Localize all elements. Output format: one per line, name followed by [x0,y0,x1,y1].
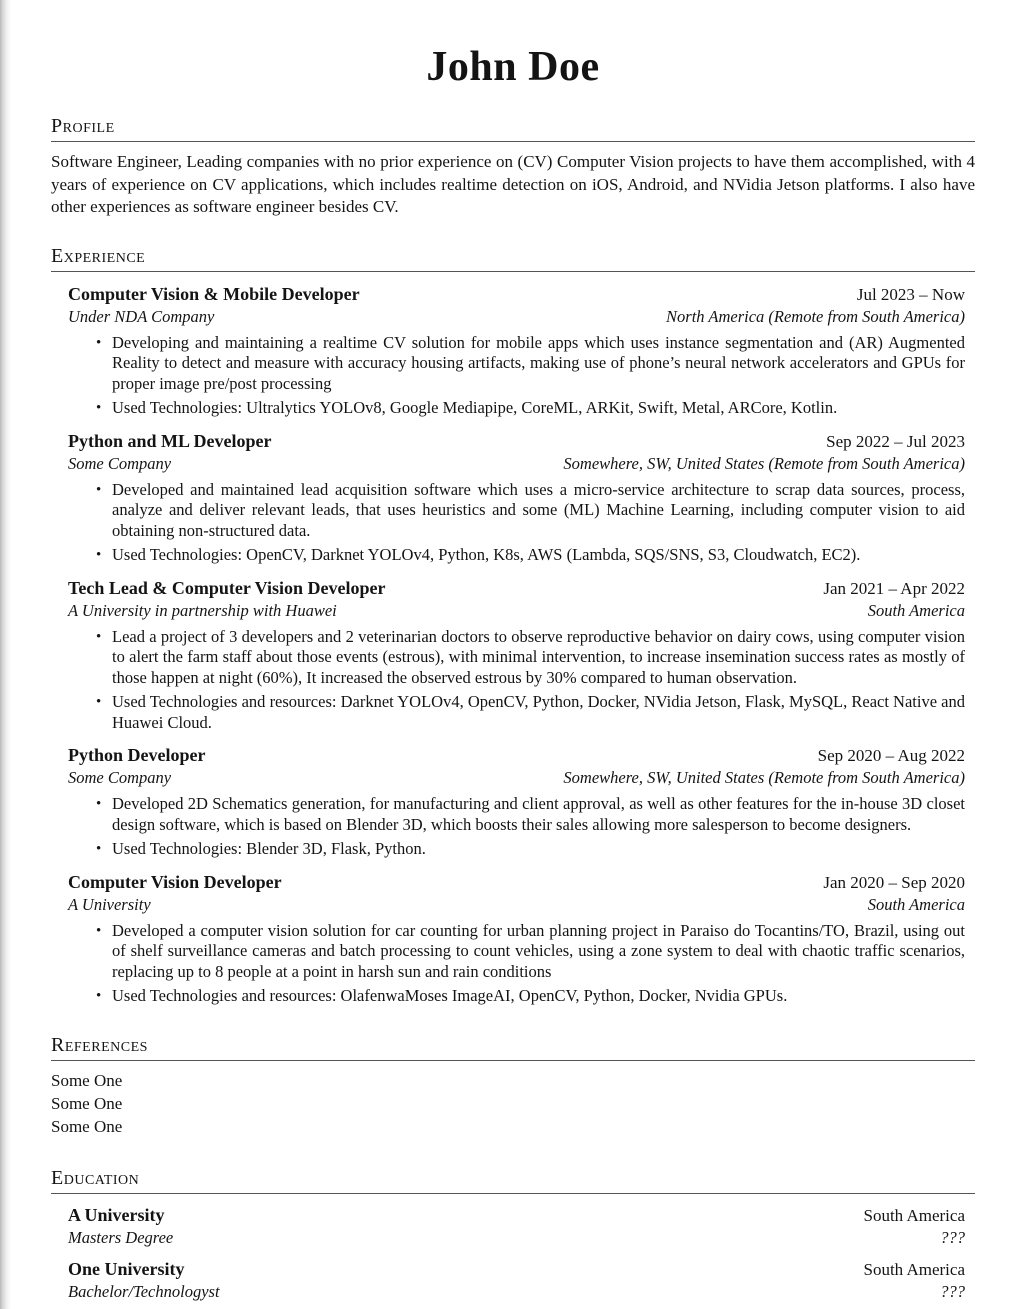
job-bullets [68,794,965,860]
job-bullet: • Used Technologies: Blender 3D, Flask, Python. [112,839,965,860]
profile-text: Software Engineer, Leading companies with no prior experience on (CV) Computer Vision projects to have them accomplished, with 4 years of experience on CV applications, which includes realtime detection on iOS, Android, and NVidia Jetson platforms. I also have other experiences as software engineer besides CV. [51,152,975,217]
education-subheader-row [68,1282,965,1302]
job-header-row [68,745,965,766]
section-title-references: References [51,1034,975,1061]
job-bullet: • Lead a project of 3 developers and 2 veterinarian doctors to observe reproductive behavior on dairy cows, using computer vision to alert the farm staff about those events (estrous), with minimal intervention, to increase insemination success rates as mostly of those happen at night (60%), It increased the observed estrous by 30% compared to human observation. [112,627,965,689]
job-company: A University [68,894,151,914]
job-subheader-row [68,601,965,621]
job-bullets [68,333,965,419]
reference-name: Some One [51,1093,123,1113]
job-title: Tech Lead & Computer Vision Developer [68,577,386,598]
job-location: South America [867,600,965,620]
job-company: Under NDA Company [68,306,215,326]
education-years: ??? [940,1227,965,1247]
experience-entry [68,745,965,860]
job-dates: Jan 2021 – Apr 2022 [823,578,965,598]
job-bullet: • Developed a computer vision solution for car counting for urban planning project in Paraiso do Tocantins/TO, Brazil, using out of shelf surveillance cameras and batch processing to count vehicles, using a zone system to deal with chaotic traffic scenarios, replacing up to 8 people at a point in harsh sun and rain conditions [112,921,965,983]
job-bullet: • Developed and maintained lead acquisition software which uses a micro-service architecture to scrap data sources, process, analyze and deliver relevant leads, that uses heuristics and some (ML) Machine Learning, including computer vision to aid obtaining non-structured data. [112,480,965,542]
job-dates: Sep 2020 – Aug 2022 [817,746,965,766]
job-bullet: • Used Technologies: Ultralytics YOLOv8, Google Mediapipe, CoreML, ARKit, Swift, Metal, ARCore, Kotlin. [112,398,965,419]
experience-entry [68,431,965,566]
section-education [51,1167,975,1302]
section-title-profile: Profile [51,115,975,142]
section-title-education: Education [51,1167,975,1194]
resume-page [0,44,1024,1302]
job-location: South America [867,894,965,914]
education-entry [68,1205,965,1248]
education-degree: Bachelor/Technologyst [68,1281,220,1301]
job-bullet: • Used Technologies: OpenCV, Darknet YOLOv4, Python, K8s, AWS (Lambda, SQS/SNS, S3, Cloudwatch, EC2). [112,545,965,566]
job-bullet: • Developing and maintaining a realtime CV solution for mobile apps which uses instance segmentation and (AR) Augmented Reality to detect and measure with accuracy housing artifacts, making use of phone’s neural network accelerators and GPUs for proper image pre/post processing [112,333,965,395]
job-subheader-row [68,895,965,915]
job-bullets [68,921,965,1007]
job-header-row [68,578,965,599]
page-title: John Doe [426,44,600,90]
job-company: Some Company [68,768,172,788]
section-profile [51,115,975,219]
education-school: One University [68,1258,185,1279]
education-header-row [68,1205,965,1226]
job-company: A University in partnership with Huawei [68,600,337,620]
job-header-row [68,872,965,893]
education-location: South America [863,1259,965,1279]
job-dates: Sep 2022 – Jul 2023 [826,431,965,451]
job-subheader-row [68,454,965,474]
job-bullet: • Used Technologies and resources: Darknet YOLOv4, OpenCV, Python, Docker, NVidia Jetson, Flask, MySQL, React Native and Huawei Cloud. [112,692,965,733]
job-title: Computer Vision Developer [68,871,282,892]
job-dates: Jul 2023 – Now [856,284,965,304]
education-school: A University [68,1204,165,1225]
education-header-row [68,1259,965,1280]
job-title: Python Developer [68,745,206,766]
job-location: Somewhere, SW, United States (Remote from South America) [563,453,965,473]
job-bullets [68,627,965,734]
section-title-experience: Experience [51,245,975,272]
job-bullet: • Used Technologies and resources: OlafenwaMoses ImageAI, OpenCV, Python, Docker, Nvidia GPUs. [112,986,965,1007]
job-header-row [68,431,965,452]
job-subheader-row [68,768,965,788]
experience-entry [68,578,965,734]
education-years: ??? [940,1281,965,1301]
experience-entry [68,872,965,1007]
education-location: South America [863,1205,965,1225]
job-location: North America (Remote from South America) [666,306,965,326]
job-title: Computer Vision & Mobile Developer [68,283,360,304]
job-dates: Jan 2020 – Sep 2020 [823,872,965,892]
job-subheader-row [68,307,965,327]
job-location: Somewhere, SW, United States (Remote from South America) [563,768,965,788]
job-bullet: • Developed 2D Schematics generation, for manufacturing and client approval, as well as other features for the in-house 3D closet design software, which is based on Blender 3D, which boosts their sales allowing more salesperson to become designers. [112,794,965,835]
job-title: Python and ML Developer [68,430,272,451]
job-bullets [68,480,965,566]
reference-name: Some One [51,1070,123,1090]
job-header-row [68,284,965,305]
education-subheader-row [68,1228,965,1248]
reference-name: Some One [51,1116,123,1136]
section-references [51,1034,975,1138]
education-degree: Masters Degree [68,1227,174,1247]
references-list [51,1069,975,1138]
education-entry [68,1259,965,1302]
section-experience [51,245,975,1007]
job-company: Some Company [68,453,172,473]
experience-entry [68,284,965,419]
